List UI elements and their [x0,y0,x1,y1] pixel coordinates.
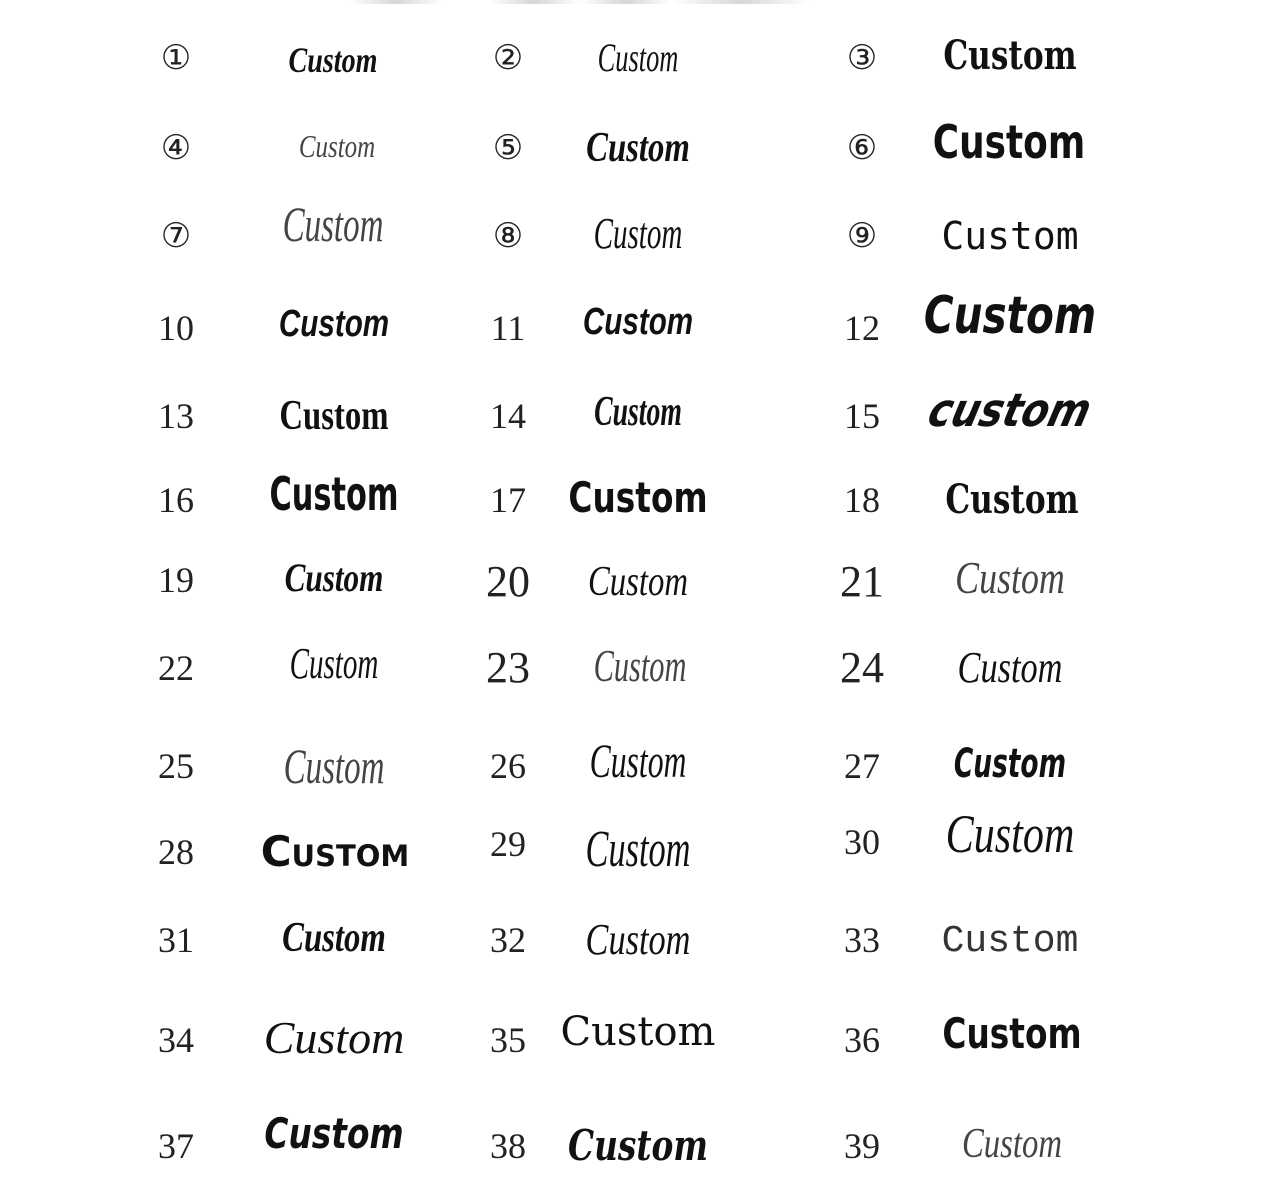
font-number-7: ⑦ [160,216,192,256]
font-sample-34: Custom [263,1012,405,1063]
font-sample-31: Custom [282,915,386,961]
font-number-30: 30 [844,822,880,862]
font-sample-21: Custom [955,552,1065,603]
font-number-14: 14 [490,396,526,436]
font-number-9: ⑨ [846,216,878,256]
font-sample-39: Custom [961,1121,1063,1167]
font-number-32: 32 [490,920,526,960]
font-number-8: ⑧ [492,216,524,256]
font-number-38: 38 [490,1126,526,1166]
font-sample-38: Custom [568,1121,708,1170]
font-number-36: 36 [844,1020,880,1060]
font-number-4: ④ [160,128,192,168]
font-sample-8: Custom [593,209,683,258]
font-sample-27: Custom [953,741,1067,787]
font-sample-3: Custom [943,32,1077,79]
font-number-20: 20 [486,557,530,606]
font-sample-7: Custom [282,196,384,252]
font-number-39: 39 [844,1126,880,1166]
font-number-21: 21 [840,557,884,606]
font-sample-29: Custom [585,821,691,878]
font-sample-17: Custom [568,473,708,522]
font-sample-36: Custom [942,1009,1082,1058]
font-number-31: 31 [158,920,194,960]
font-number-12: 12 [844,308,880,348]
font-sample-13: Custom [279,393,389,439]
font-sample-33: Custom [941,920,1079,963]
font-sample-18: Custom [945,476,1079,523]
font-number-5: ⑤ [492,128,524,168]
font-number-22: 22 [158,648,194,688]
font-sample-24: Custom [957,643,1063,692]
font-sample-28: Custom [260,827,410,876]
font-number-28: 28 [158,832,194,872]
font-sample-15: custom [922,383,1098,437]
font-number-23: 23 [486,643,530,692]
font-sample-6: Custom [932,115,1086,169]
font-sample-30: Custom [945,804,1075,864]
cropped-heading-edge [350,0,810,4]
font-number-11: 11 [490,308,526,348]
font-number-25: 25 [158,746,194,786]
font-sample-20: Custom [587,559,689,605]
font-number-29: 29 [490,824,526,864]
font-number-1: ① [160,38,192,78]
font-sample-12: Custom [923,286,1097,346]
font-sample-9: Custom [941,214,1079,258]
font-sample-26: Custom [589,735,687,788]
font-sample-5: Custom [586,125,690,171]
font-number-37: 37 [158,1126,194,1166]
font-number-17: 17 [490,480,526,520]
font-number-16: 16 [158,480,194,520]
font-sample-23: Custom [593,640,687,691]
font-sample-14: Custom [594,389,682,435]
font-number-19: 19 [158,560,194,600]
font-number-18: 18 [844,480,880,520]
font-number-26: 26 [490,746,526,786]
font-sample-16: Custom [269,467,399,521]
font-number-33: 33 [844,920,880,960]
font-sample-1: Custom [288,40,378,80]
font-number-34: 34 [158,1020,194,1060]
font-number-24: 24 [840,643,884,692]
font-sample-19: Custom [284,555,384,600]
font-sample-11: Custom [582,301,694,343]
font-sample-22: Custom [289,639,379,688]
font-number-13: 13 [158,396,194,436]
font-sample-4: Custom [298,128,376,164]
font-sample-32: Custom [585,915,691,964]
font-number-6: ⑥ [846,128,878,168]
font-sample-25: Custom [283,738,385,794]
font-sample-10: Custom [278,303,390,345]
font-sample-2: Custom [597,35,679,80]
font-number-35: 35 [490,1020,526,1060]
font-sample-35: Custom [560,1009,716,1055]
font-sample-37: Custom [264,1109,404,1158]
font-number-2: ② [492,38,524,78]
font-number-3: ③ [846,38,878,78]
font-number-15: 15 [844,396,880,436]
font-number-27: 27 [844,746,880,786]
font-number-10: 10 [158,308,194,348]
